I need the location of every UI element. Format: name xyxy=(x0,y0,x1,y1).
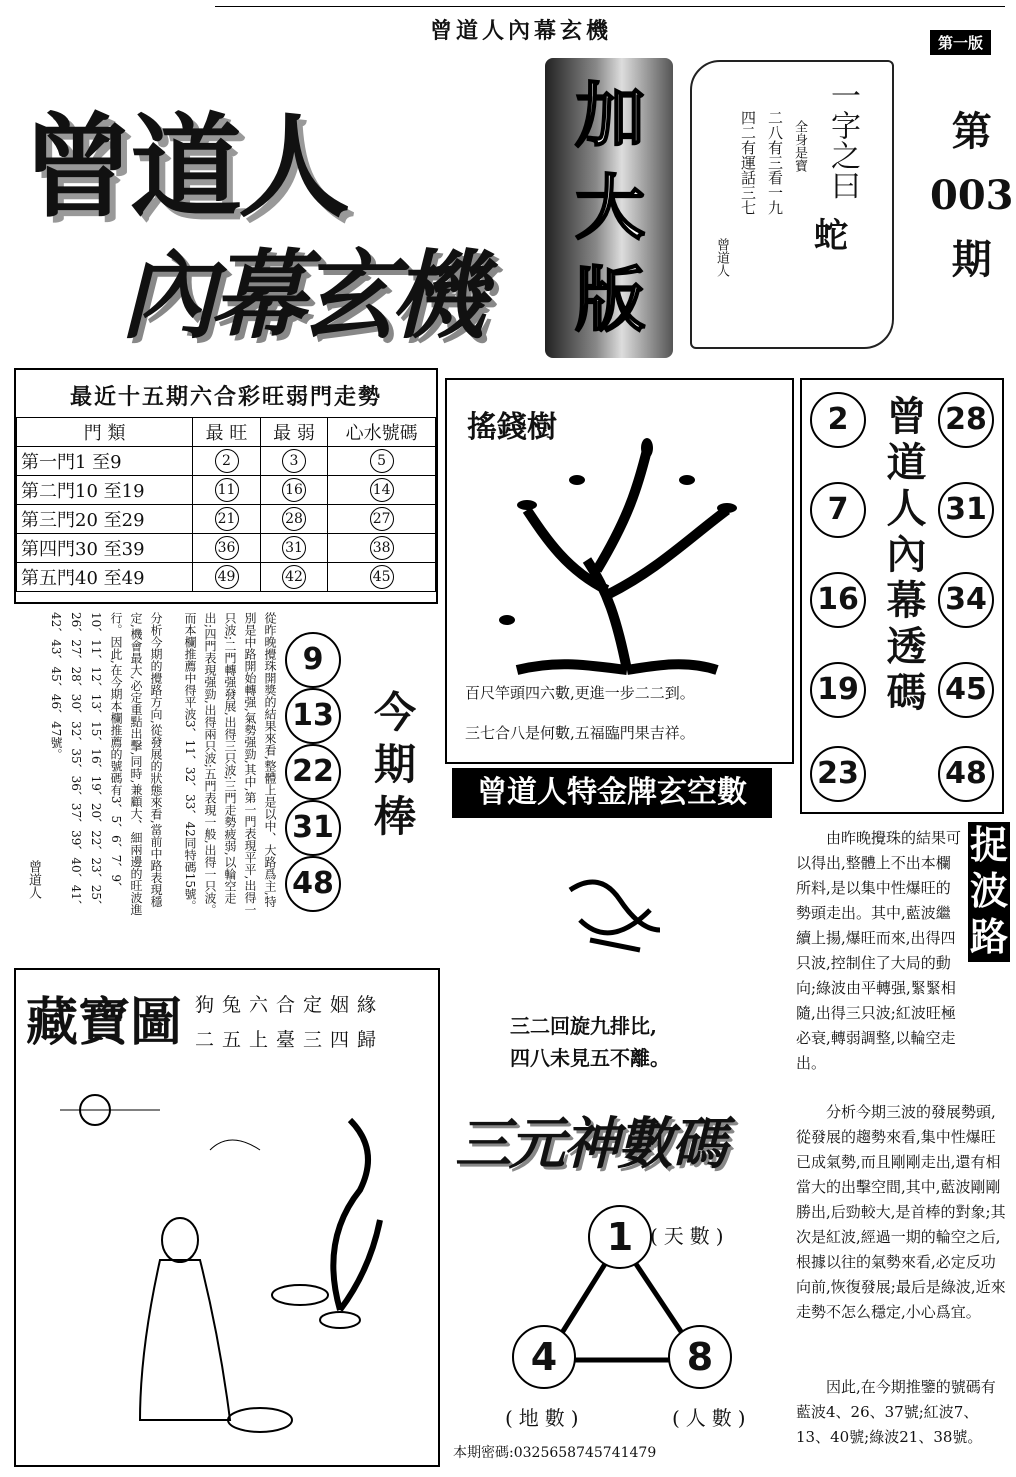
hot-number: 2 xyxy=(215,449,239,473)
issue-value: 003 xyxy=(930,172,1014,219)
secret-code-value: 0325658745741479 xyxy=(513,1445,657,1461)
money-tree-line2: 三七合八是何數,五福臨門果吉祥。 xyxy=(465,724,695,742)
main-title-line1: 曾道人 xyxy=(22,103,346,233)
main-title-line2: 內幕玄機 xyxy=(120,240,480,352)
analysis-col1: 從昨晚攪珠開獎的結果來看,整體上是以中、大路爲主,特別是中路開始轉强,氣勢强勁,其中,第一門表現平平,出得一只波;二門轉强發展,出得三只波;三門走勢疲弱,以輪空走出;四門表現强勁,出得兩只波;五門表現一般,出得一只波。而本欄推薦中得平波3、11、32、33、42同特碼15號。 xyxy=(183,612,277,916)
tree-illustration xyxy=(457,420,777,680)
poem-line2: 四八未見五不離。 xyxy=(510,1046,670,1070)
table-row xyxy=(17,476,436,505)
treasure-line1: 狗兔六合定姻緣 xyxy=(195,994,385,1016)
money-tree-line1: 百尺竿頭四六數,更進一步二二到。 xyxy=(465,684,695,702)
riddle-sub: 全身是寶 xyxy=(792,120,807,172)
today-number: 31 xyxy=(285,800,341,856)
catch-wave-p2: 分析今期三波的發展勢頭,從發展的趨勢來看,集中性爆旺已成氣勢,而且剛剛走出,還有相當大的出擊空間,其中,藍波剛剛勝出,后勁較大,是首棒的對象;其次是紅波,經過一期的輪空之后,根據以往的氣勢來看,必定反功向前,恢復發展;最后是綠波,近來走勢不怎么穩定,小心爲宜。 xyxy=(796,1103,1006,1321)
number-circle: 28 xyxy=(938,392,994,448)
badge-text: 加大版 xyxy=(575,75,645,341)
cold-number: 42 xyxy=(282,565,306,589)
cold-number: 28 xyxy=(282,507,306,531)
catch-wave-p2-wrap xyxy=(796,1100,1008,1325)
sanyuan-left: 4 xyxy=(512,1325,576,1389)
table-row xyxy=(17,447,436,476)
cold-number: 3 xyxy=(282,449,306,473)
header-title: 曾道人內幕玄機 xyxy=(430,18,613,44)
today-number: 9 xyxy=(285,632,341,688)
analysis-sign: 曾道人 xyxy=(26,860,41,899)
trend-label: 第一門1 至9 xyxy=(17,447,193,476)
pick-number: 27 xyxy=(370,507,394,531)
table-row xyxy=(17,563,436,592)
trend-header: 最 弱 xyxy=(260,418,327,447)
number-circle: 34 xyxy=(938,572,994,628)
number-circle: 19 xyxy=(810,662,866,718)
riddle-col1: 二八有三看一九 xyxy=(766,110,784,215)
number-circle: 31 xyxy=(938,482,994,538)
number-circle: 48 xyxy=(938,746,994,802)
poem-line1: 三二回旋九排比, xyxy=(510,1014,657,1038)
catch-wave-title: 捉波路 xyxy=(968,822,1010,962)
trend-header: 門 類 xyxy=(17,418,193,447)
number-circle: 23 xyxy=(810,746,866,802)
catch-wave-p3-wrap xyxy=(796,1375,1008,1450)
secret-code-label: 本期密碼: xyxy=(453,1445,514,1461)
number-circle: 16 xyxy=(810,572,866,628)
catch-wave-p3: 因此,在今期推鑒的號碼有藍波4、26、37號;紅波7、13、40號;綠波21、38號。 xyxy=(796,1378,996,1446)
cold-number: 31 xyxy=(282,536,306,560)
trend-label: 第五門40 至49 xyxy=(17,563,193,592)
hot-number: 21 xyxy=(215,507,239,531)
hot-number: 49 xyxy=(215,565,239,589)
today-number: 13 xyxy=(285,688,341,744)
trend-box xyxy=(14,368,438,604)
pick-number: 38 xyxy=(370,536,394,560)
sanyuan-title: 三元神數碼 xyxy=(455,1112,725,1177)
hot-number: 36 xyxy=(215,536,239,560)
table-row xyxy=(17,534,436,563)
trend-label: 第三門20 至29 xyxy=(17,505,193,534)
issue-suffix: 期 xyxy=(951,236,992,283)
money-tree-box xyxy=(445,378,794,764)
issue-number xyxy=(930,100,1014,292)
number-circle: 45 xyxy=(938,662,994,718)
cold-number: 16 xyxy=(282,478,306,502)
today-label: 今期棒 xyxy=(368,690,417,846)
golden-banner: 曾道人特金牌玄空數 xyxy=(452,768,772,818)
issue-prefix: 第 xyxy=(951,108,992,155)
pick-number: 5 xyxy=(370,449,394,473)
scholar-illustration xyxy=(40,1090,420,1450)
trend-label: 第二門10 至19 xyxy=(17,476,193,505)
trend-title: 最近十五期六合彩旺弱門走勢 xyxy=(69,384,382,410)
today-number: 48 xyxy=(285,856,341,912)
analysis-col2: 分析今期的攪路方向,從發展的狀態來看,當前中路表現穩定,機會最大,必定重點出擊,同時,兼顧大、細兩邊的旺波進行。因此,在今期本欄推薦的號碼有3、5、6、7、9、10、11、12、13、15、16、19、20、22、23、25、26、27、28、30、32、35、36、37、39、40、41、42、43、45、46、47號。 xyxy=(49,612,163,916)
secret-code xyxy=(453,1442,656,1462)
trend-table xyxy=(16,417,436,592)
hot-number: 11 xyxy=(215,478,239,502)
riddle-heading: 一字之曰 xyxy=(825,80,860,200)
sanyuan-top: 1 xyxy=(588,1205,652,1269)
edition-badge: 第一版 xyxy=(930,30,991,55)
sanyuan-right: 8 xyxy=(668,1325,732,1389)
sanyuan-left-label: (地數) xyxy=(505,1406,585,1430)
treasure-line2: 二五上臺三四歸 xyxy=(195,1029,385,1051)
riddle-sign: 曾道人 xyxy=(714,238,729,277)
calligraphy-mark xyxy=(560,870,670,960)
treasure-title: 藏寶圖 xyxy=(26,993,183,1053)
pick-number: 14 xyxy=(370,478,394,502)
sanyuan-top-label: (天數) xyxy=(650,1224,730,1248)
sanyuan-right-label: (人數) xyxy=(672,1406,752,1430)
trend-label: 第四門30 至39 xyxy=(17,534,193,563)
pick-number: 45 xyxy=(370,565,394,589)
money-tree-title: 搖錢樹 xyxy=(467,410,557,445)
number-circle: 7 xyxy=(810,482,866,538)
number-circle: 2 xyxy=(810,392,866,448)
table-row xyxy=(17,505,436,534)
reveal-text: 曾道人內幕透碼 xyxy=(880,395,927,717)
trend-header: 心水號碼 xyxy=(328,418,436,447)
trend-header-row xyxy=(17,418,436,447)
trend-header: 最 旺 xyxy=(193,418,260,447)
riddle-answer: 蛇 xyxy=(814,216,848,256)
catch-wave-p1: 由昨晚攪珠的結果可以得出,整體上不出本欄所料,是以集中性爆旺的勢頭走出。其中,藍波繼續上揚,爆旺而來,出得四只波,控制住了大局的動向;綠波由平轉强,緊緊相隨,出得三只波;紅波旺極必衰,轉弱調整,以輪空走出。 xyxy=(796,829,962,1072)
catch-wave-p1-start xyxy=(796,826,964,1076)
today-number: 22 xyxy=(285,744,341,800)
riddle-col2: 四二有運話三七 xyxy=(739,110,757,215)
